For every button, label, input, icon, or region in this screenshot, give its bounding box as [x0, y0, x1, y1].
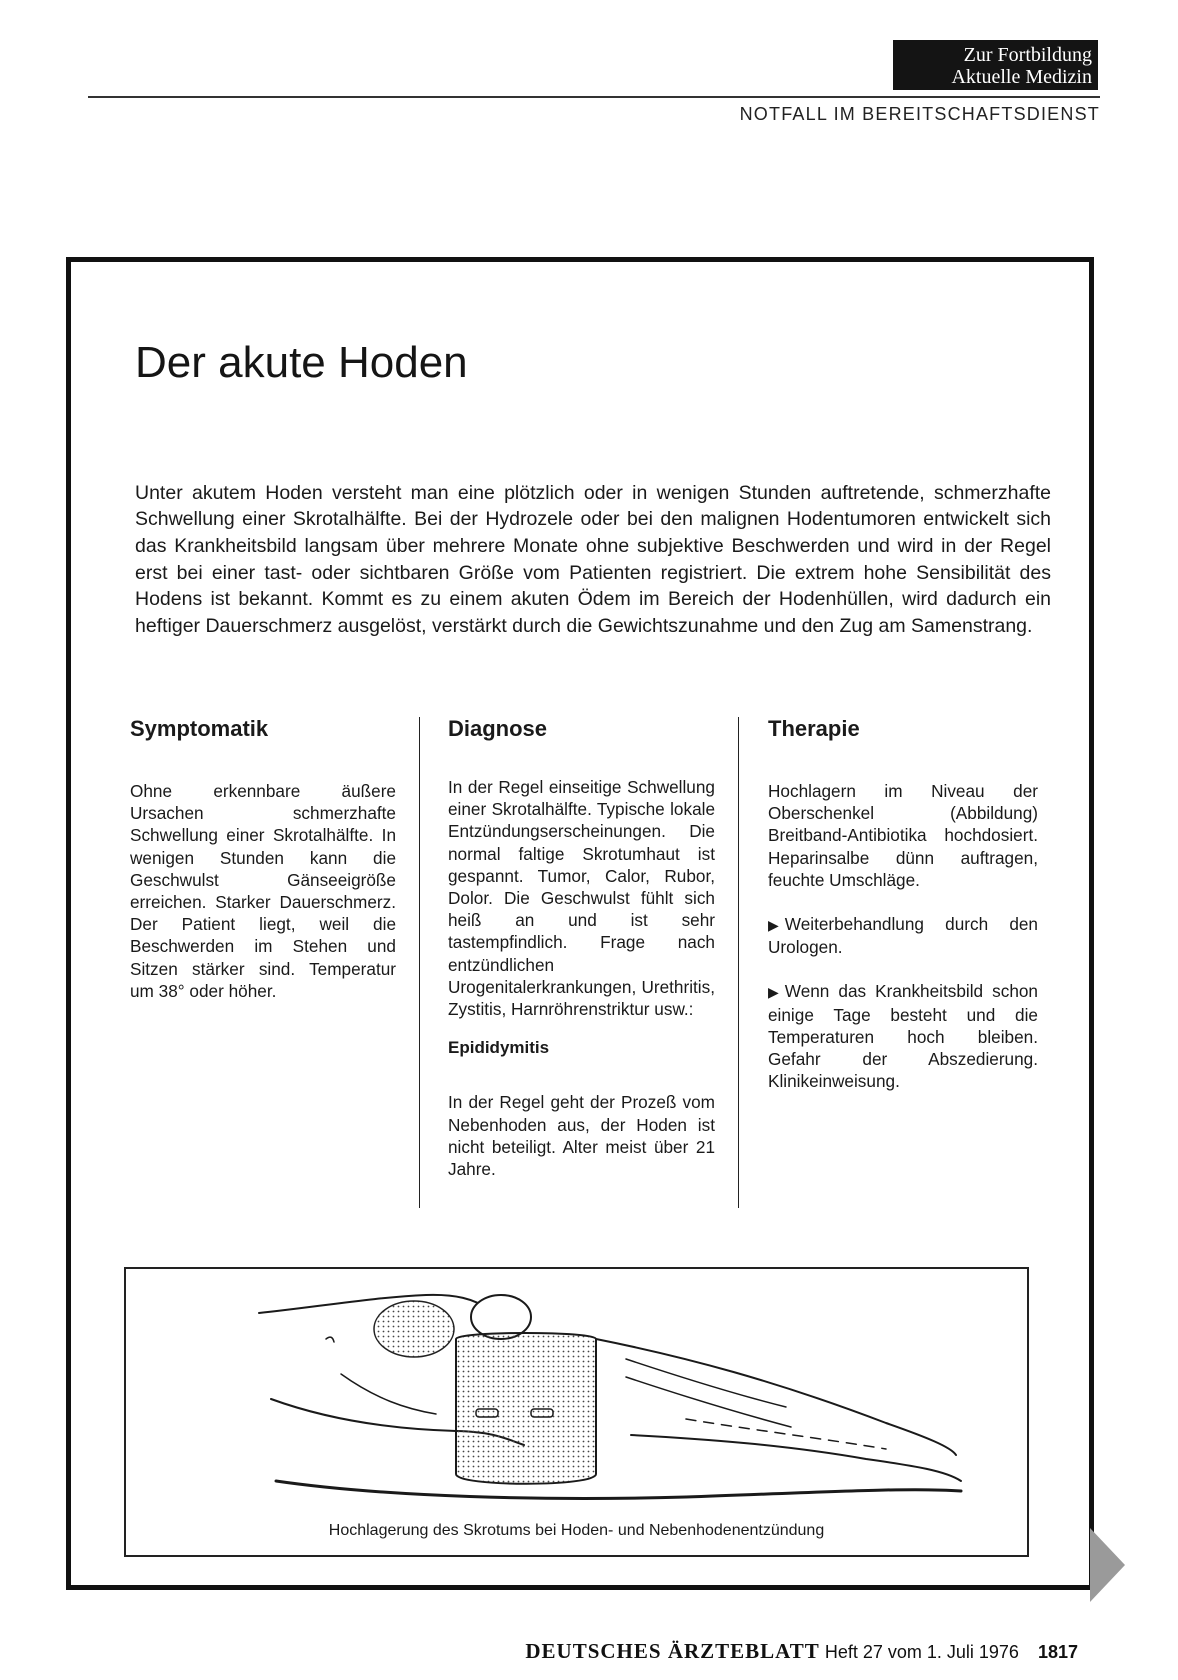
page-turn-arrow-icon: [1087, 1525, 1127, 1605]
column-therapie: [768, 716, 1038, 1092]
figure-caption: Hochlagerung des Skrotums bei Hoden- und Nebenhodenentzündung: [328, 1522, 825, 1539]
therapie-point-1-text: Weiterbehandlung durch den Urologen.: [768, 914, 1038, 958]
therapie-point-2-text: Wenn das Krankheitsbild schon einige Tage besteht und die Temperaturen hoch bleiben. Gefahr der Abszedierung. Klinikeinweisung.: [768, 981, 1038, 1092]
towel-roll: [456, 1333, 596, 1484]
therapie-point-2: [768, 980, 1038, 1092]
article-intro: Unter akutem Hoden versteht man eine plötzlich oder in wenigen Stunden auftretende, schmerzhafte Schwellung einer Skrotalhälfte. Bei der Hydrozele oder bei den malignen Hodentumoren entwickelt sich das Krankheitsbild langsam über mehrere Monate ohne subjektive Beschwerden und wird in der Regel erst bei einer tast- oder sichtbaren Größe vom Patienten registriert. Die extrem hohe Sensibilität des Hodens ist bekannt. Kommt es zu einem akuten Ödem im Bereich der Hodenhüllen, wird dadurch ein heftiger Dauerschmerz ausgelöst, verstärkt durch die Gewichtszunahme und den Zug am Samenstrang.: [135, 481, 1051, 638]
diagnose-text: In der Regel einseitige Schwellung einer Skrotalhälfte. Typische lokale Entzündungserscheinungen. Die normal faltige Skrotumhaut ist gespannt. Tumor, Calor, Rubor, Dolor. Die Geschwulst fühlt sich heiß an und ist sehr tastempfindlich. Frage nach entzündlichen Urogenitalerkrankungen, Urethritis, Zystitis, Harnröhrenstriktur usw.:: [448, 777, 715, 1020]
abdomen-outline: [259, 1295, 488, 1313]
cloth-strap: [626, 1359, 786, 1407]
triangle-bullet-icon: ▶: [768, 917, 779, 934]
page-number: 1817: [1037, 1642, 1078, 1662]
leg-contour: [686, 1419, 886, 1449]
therapie-text: Hochlagern im Niveau der Oberschenkel (Abbildung) Breitband-Antibiotika hochdosiert. Heparinsalbe dünn auftragen, feuchte Umschläge.: [768, 781, 1038, 890]
symptomatik-heading: Symptomatik: [130, 716, 269, 741]
badge-line-1: Zur Fortbildung: [963, 44, 1092, 66]
therapie-point-1: [768, 913, 1038, 958]
epididymitis-text: In der Regel geht der Prozeß vom Nebenhoden aus, der Hoden ist nicht beteiligt. Alter meist über 21 Jahre.: [448, 1092, 715, 1180]
triangle-bullet-icon: ▶: [768, 984, 779, 1001]
epididymitis-heading: Epididymitis: [448, 1038, 550, 1058]
hip-contour: [341, 1374, 436, 1414]
column-divider-1: [419, 717, 420, 1208]
page-footer: [525, 1639, 1078, 1664]
column-diagnose: [448, 716, 715, 1180]
navel-mark: [326, 1337, 334, 1342]
issue-info: Heft 27 vom 1. Juli 1976: [824, 1642, 1019, 1662]
badge-line-2: Aktuelle Medizin: [951, 66, 1092, 88]
bed-shadow: [276, 1481, 961, 1498]
symptomatik-text: Ohne erkennbare äußere Ursachen schmerzhafte Schwellung einer Skrotalhälfte. In wenigen Stunden kann die Geschwulst Gänseeigröße erreichen. Starker Dauerschmerz. Der Patient liegt, weil die Beschwerden im Stehen und Sitzen stärker sind. Temperatur um 38° oder höher.: [130, 781, 396, 1001]
scrotum-elevation-illustration: [126, 1269, 1027, 1519]
column-symptomatik: [130, 716, 396, 1002]
leg-lower-outline: [631, 1435, 961, 1481]
column-divider-2: [738, 717, 739, 1208]
section-label: NOTFALL IM BEREITSCHAFTSDIENST: [739, 104, 1100, 124]
diagnose-heading: Diagnose: [448, 716, 548, 741]
journal-name: DEUTSCHES ÄRZTEBLATT: [525, 1639, 820, 1663]
illustration-frame: [124, 1267, 1029, 1557]
header-rule: [88, 96, 1100, 98]
pubic-hair: [374, 1301, 454, 1357]
section-badge: [893, 40, 1098, 90]
therapie-heading: Therapie: [768, 716, 860, 741]
article-title: Der akute Hoden: [135, 338, 468, 387]
upper-thigh-outline: [596, 1339, 956, 1455]
